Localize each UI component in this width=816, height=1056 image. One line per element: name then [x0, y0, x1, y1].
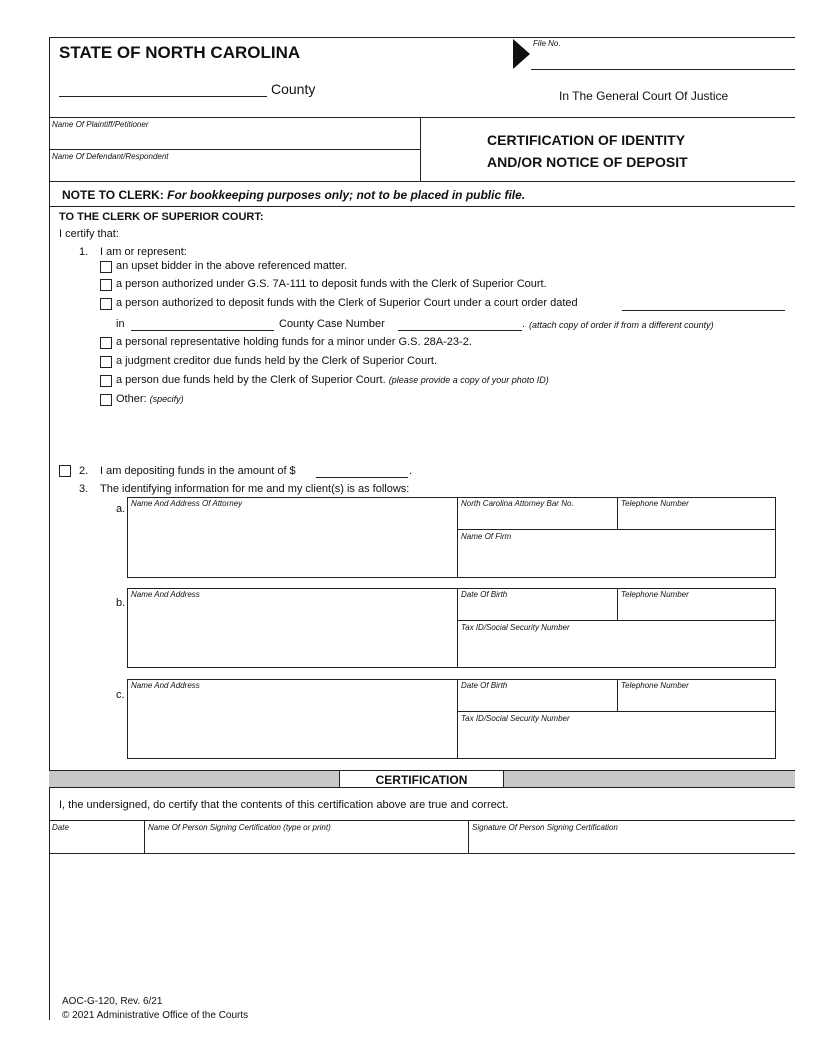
item1-number: 1. [79, 246, 89, 258]
certify-that: I certify that: [59, 228, 119, 240]
county-field[interactable] [59, 80, 267, 97]
block-a-firm-label[interactable]: Name Of Firm [461, 532, 512, 541]
option-7a111-checkbox[interactable] [100, 279, 112, 291]
option-court-order-checkbox[interactable] [100, 298, 112, 310]
note-label: NOTE TO CLERK: [62, 188, 164, 202]
form-title-line-1: CERTIFICATION OF IDENTITY [487, 132, 686, 148]
file-no-field[interactable] [531, 69, 795, 70]
county-label: County [271, 81, 316, 97]
file-no-arrow [513, 39, 530, 69]
to-clerk-heading: TO THE CLERK OF SUPERIOR COURT: [59, 211, 264, 223]
block-a-telephone-label[interactable]: Telephone Number [621, 499, 689, 508]
block-a-bar-number-label[interactable]: North Carolina Attorney Bar No. [461, 499, 574, 508]
block-b-tax-id-label[interactable]: Tax ID/Social Security Number [461, 623, 570, 632]
item3-text: The identifying information for me and my client(s) is as follows: [100, 483, 410, 495]
option-upset-bidder-label: an upset bidder in the above referenced matter. [116, 260, 348, 272]
block-b [127, 588, 776, 668]
option-person-due-funds-label [116, 374, 549, 386]
signer-name-label[interactable]: Name Of Person Signing Certification (type or print) [148, 823, 331, 832]
block-c-dob-label[interactable]: Date Of Birth [461, 681, 508, 690]
block-a [127, 497, 776, 578]
block-c [127, 679, 776, 759]
order-period: . [522, 318, 526, 330]
item2-number: 2. [79, 465, 89, 477]
defendant-label: Name Of Defendant/Respondent [52, 152, 169, 161]
block-c-tax-id-label[interactable]: Tax ID/Social Security Number [461, 714, 570, 723]
option-judgment-creditor-label: a judgment creditor due funds held by the Clerk of Superior Court. [116, 355, 438, 367]
form-id: AOC-G-120, Rev. 6/21 [62, 996, 163, 1007]
date-label[interactable]: Date [52, 823, 69, 832]
photo-id-note: (please provide a copy of your photo ID) [388, 375, 549, 385]
person-due-funds-text: a person due funds held by the Clerk of Superior Court. [116, 374, 386, 386]
block-c-name-address-label[interactable]: Name And Address [131, 681, 200, 690]
item2-text: I am depositing funds in the amount of $ [100, 465, 296, 477]
block-b-telephone-label[interactable]: Telephone Number [621, 590, 689, 599]
other-specify: (specify) [149, 394, 184, 404]
order-in-label: in [116, 318, 125, 330]
form-title-line-2: AND/OR NOTICE OF DEPOSIT [487, 154, 688, 170]
option-court-order-label: a person authorized to deposit funds with the Clerk of Superior Court under a court order dated [116, 297, 578, 309]
option-other-label [116, 393, 184, 405]
option-7a111-label: a person authorized under G.S. 7A-111 to deposit funds with the Clerk of Superior Court. [116, 278, 547, 290]
item1-text: I am or represent: [100, 246, 187, 258]
deposit-amount-field[interactable] [316, 477, 408, 478]
order-county-field[interactable] [131, 330, 274, 331]
option-minor-funds-label: a personal representative holding funds for a minor under G.S. 28A-23-2. [116, 336, 472, 348]
item2-checkbox[interactable] [59, 465, 71, 477]
block-b-name-address-label[interactable]: Name And Address [131, 590, 200, 599]
order-date-field[interactable] [622, 310, 785, 311]
block-b-dob-label[interactable]: Date Of Birth [461, 590, 508, 599]
option-upset-bidder-checkbox[interactable] [100, 261, 112, 273]
item3-number: 3. [79, 483, 89, 495]
court-label: In The General Court Of Justice [559, 89, 729, 103]
block-a-letter: a. [116, 503, 126, 515]
option-minor-funds-checkbox[interactable] [100, 337, 112, 349]
block-c-letter: c. [116, 689, 125, 701]
note-to-clerk [62, 188, 525, 202]
order-county-case-label: County Case Number [279, 318, 385, 330]
note-text: For bookkeeping purposes only; not to be placed in public file. [167, 188, 526, 202]
certification-statement: I, the undersigned, do certify that the contents of this certification above are true and correct. [59, 799, 509, 811]
signature-label[interactable]: Signature Of Person Signing Certification [472, 823, 618, 832]
block-b-letter: b. [116, 597, 126, 609]
block-c-telephone-label[interactable]: Telephone Number [621, 681, 689, 690]
state-title: STATE OF NORTH CAROLINA [59, 43, 301, 62]
block-a-name-address-label[interactable]: Name And Address Of Attorney [131, 499, 243, 508]
item2-period: . [409, 465, 413, 477]
plaintiff-label: Name Of Plaintiff/Petitioner [52, 120, 149, 129]
certification-heading: CERTIFICATION [339, 770, 504, 788]
order-case-number-field[interactable] [398, 330, 522, 331]
option-person-due-funds-checkbox[interactable] [100, 375, 112, 387]
order-note: (attach copy of order if from a different county) [529, 320, 714, 330]
option-other-checkbox[interactable] [100, 394, 112, 406]
copyright: © 2021 Administrative Office of the Courts [62, 1010, 249, 1021]
file-no-label: File No. [533, 39, 561, 48]
other-text: Other: [116, 393, 147, 405]
option-judgment-creditor-checkbox[interactable] [100, 356, 112, 368]
